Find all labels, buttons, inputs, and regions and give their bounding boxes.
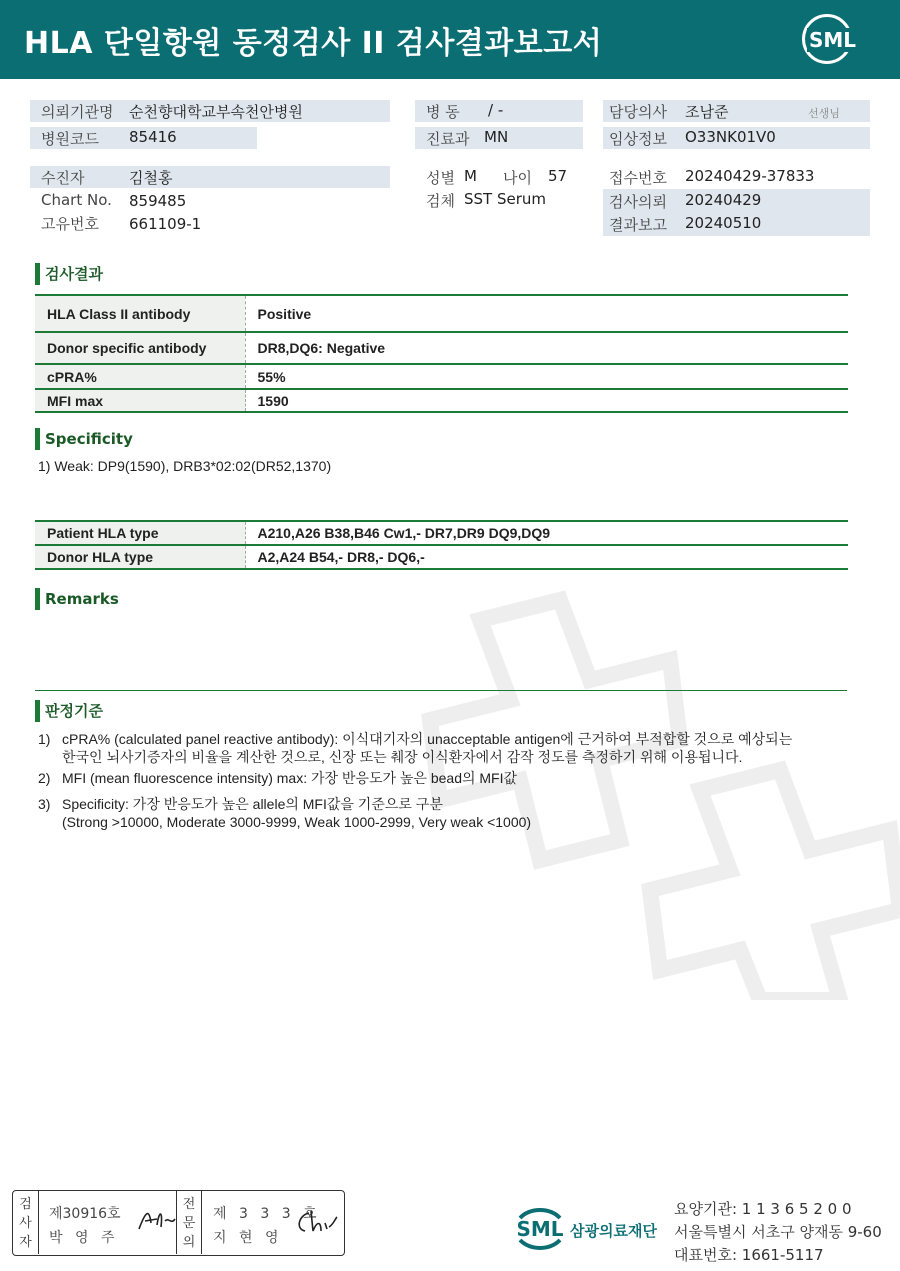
- result-value: 1590: [245, 389, 848, 412]
- doctor-suffix: 선생님: [808, 107, 840, 120]
- hla-type-key: Donor HLA type: [35, 545, 245, 569]
- hospital-code-label: 병원코드: [41, 130, 99, 148]
- result-key: HLA Class II antibody: [35, 295, 245, 332]
- examiner-signature-icon: [135, 1203, 179, 1237]
- result-value: Positive: [245, 295, 848, 332]
- report-date-label: 결과보고: [609, 216, 667, 234]
- footer-phone: 대표번호: 1661-5117: [674, 1246, 824, 1264]
- specialist-signature-icon: [293, 1207, 339, 1237]
- criteria-item-2: [38, 769, 838, 789]
- criteria-line: (Strong >10000, Moderate 3000-9999, Weak 1000-2999, Very weak <1000): [62, 814, 532, 830]
- uid-label: 고유번호: [41, 215, 99, 233]
- result-value: 55%: [245, 364, 848, 389]
- receipt-label: 접수번호: [609, 169, 667, 187]
- specialist-license: 제 3 3 3 호: [213, 1206, 321, 1222]
- remarks-title: Remarks: [35, 588, 119, 610]
- report-title: HLA 단일항원 동정검사 II 검사결과보고서: [24, 26, 603, 61]
- hla-type-value: A2,A24 B54,- DR8,- DQ6,-: [245, 545, 848, 569]
- hospital-code-value: 85416: [129, 128, 177, 146]
- specificity-text: 1) Weak: DP9(1590), DRB3*02:02(DR52,1370): [38, 458, 332, 474]
- examiner-license: 제30916호: [49, 1206, 121, 1222]
- table-row: [35, 332, 848, 364]
- report-header: [0, 0, 900, 79]
- criteria-line: MFI (mean fluorescence intensity) max: 가장 반응도가 높은 bead의 MFI값: [62, 770, 518, 786]
- clinical-value: O33NK01V0: [685, 128, 776, 146]
- doctor-value: 조남준: [685, 103, 729, 121]
- footer-logo: [510, 1200, 657, 1260]
- receipt-value: 20240429-37833: [685, 167, 815, 185]
- specimen-label: 검체: [426, 192, 455, 210]
- doctor-label: 담당의사: [609, 103, 667, 121]
- criteria-line: Specificity: 가장 반응도가 높은 allele의 MFI값을 기준으로 구분: [62, 796, 443, 812]
- chart-no-label: Chart No.: [41, 191, 112, 209]
- footer-logo-text: SML: [516, 1217, 564, 1241]
- patient-name-label: 수진자: [41, 169, 85, 187]
- table-row: [35, 545, 848, 569]
- specificity-title: Specificity: [35, 428, 133, 450]
- result-value: DR8,DQ6: Negative: [245, 332, 848, 364]
- org-value: 순천향대학교부속천안병원: [129, 103, 303, 121]
- divider: [35, 690, 847, 691]
- specialist-name: 지 현 영: [213, 1230, 283, 1246]
- sml-logo: SML: [809, 28, 857, 52]
- org-label: 의뢰기관명: [41, 103, 114, 121]
- request-value: 20240429: [685, 191, 762, 209]
- signature-stamp: [12, 1190, 345, 1256]
- table-row: [35, 295, 848, 332]
- hla-type-key: Patient HLA type: [35, 521, 245, 545]
- request-label: 검사의뢰: [609, 193, 667, 211]
- sex-label: 성별: [426, 169, 455, 187]
- examiner-label: 검 사 자: [13, 1191, 39, 1254]
- sml-footer-logo-icon: [510, 1200, 570, 1256]
- patient-name-value: 김철홍: [129, 169, 173, 187]
- table-row: [35, 364, 848, 389]
- criteria-item-1: [38, 730, 838, 770]
- footer-code: 요양기관: 1 1 3 6 5 2 0 0: [674, 1200, 852, 1218]
- ward-value: / -: [488, 101, 504, 119]
- dept-value: MN: [484, 128, 509, 146]
- specialist-label: 전 문 의: [176, 1191, 202, 1254]
- criteria-title: 판정기준: [35, 700, 103, 722]
- results-title: 검사결과: [35, 263, 103, 285]
- result-key: cPRA%: [35, 364, 245, 389]
- age-value: 57: [548, 167, 568, 185]
- table-row: [35, 389, 848, 412]
- footer-brand: 삼광의료재단: [570, 1222, 657, 1240]
- clinical-label: 임상정보: [609, 130, 667, 148]
- sex-value: M: [464, 167, 477, 185]
- criteria-num: 1): [38, 731, 51, 747]
- report-date-value: 20240510: [685, 214, 762, 232]
- criteria-line: cPRA% (calculated panel reactive antibody): 이식대기자의 unacceptable antigen에 근거하여 부적합할 것으로 예상되는: [62, 731, 793, 747]
- table-row: [35, 521, 848, 545]
- criteria-num: 3): [38, 796, 51, 812]
- examiner-name: 박 영 주: [49, 1230, 119, 1246]
- chart-no-value: 859485: [129, 192, 187, 210]
- uid-value: 661109-1: [129, 215, 202, 233]
- criteria-item-3: [38, 795, 838, 835]
- criteria-num: 2): [38, 770, 51, 786]
- result-key: Donor specific antibody: [35, 332, 245, 364]
- hla-type-value: A210,A26 B38,B46 Cw1,- DR7,DR9 DQ9,DQ9: [245, 521, 848, 545]
- hla-type-table: [35, 520, 848, 570]
- criteria-line: 한국인 뇌사기증자의 비율을 계산한 것으로, 신장 또는 췌장 이식환자에서 감작 정도를 측정하기 위해 이용됩니다.: [62, 749, 743, 765]
- age-label: 나이: [503, 169, 532, 187]
- ward-label: 병 동: [426, 103, 460, 121]
- specimen-value: SST Serum: [464, 190, 547, 208]
- result-key: MFI max: [35, 389, 245, 412]
- footer-address: 서울특별시 서초구 양재동 9-60: [674, 1223, 882, 1241]
- dept-label: 진료과: [426, 130, 470, 148]
- results-table: [35, 294, 848, 413]
